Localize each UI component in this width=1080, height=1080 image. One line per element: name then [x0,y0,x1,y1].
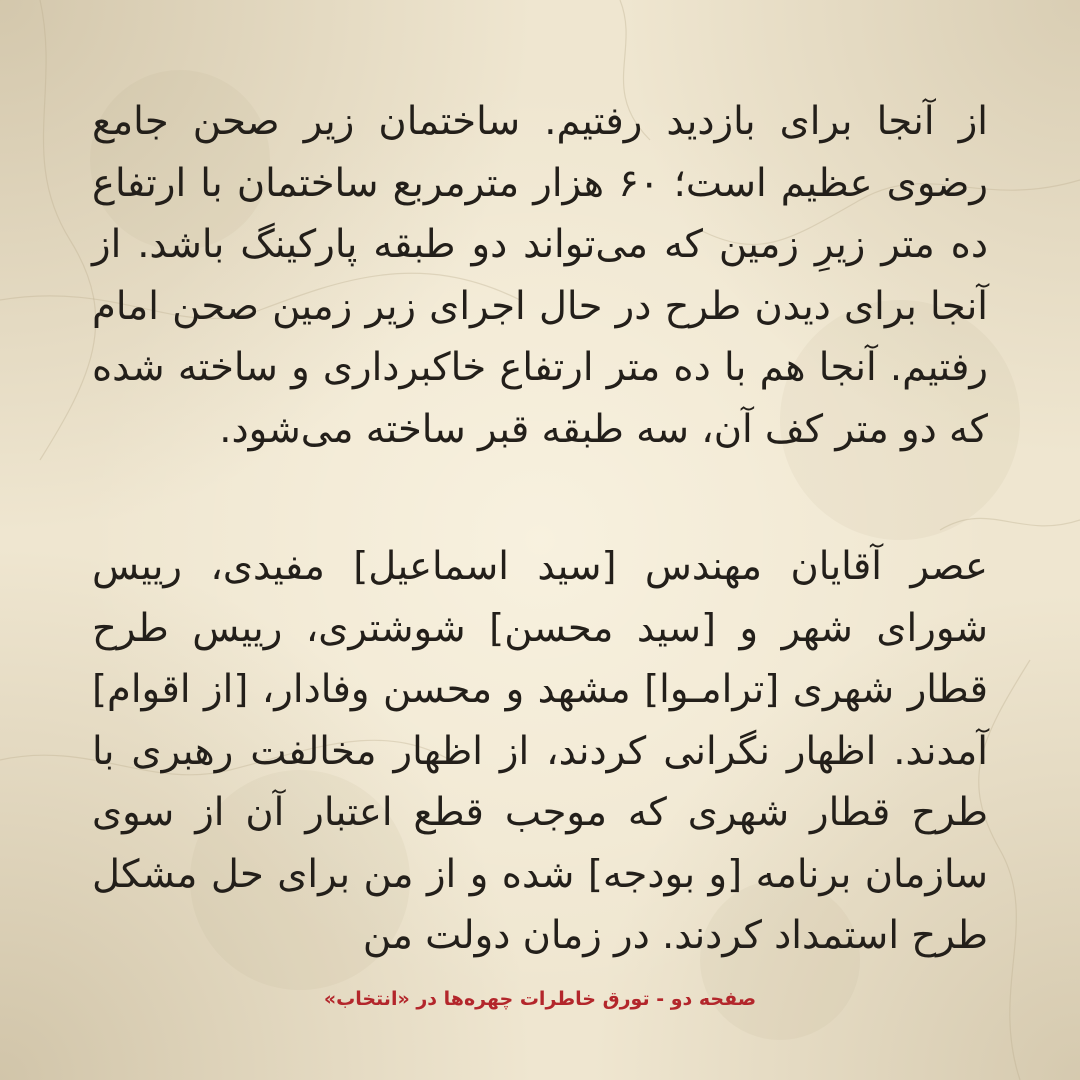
body-paragraph: عصر آقایان مهندس [سید اسماعیل] مفیدی، رییس شورای شهر و [سید محسن] شوشتری، رییس طرح قطار شهری [ترامـوا] مشهد و محسن وفادار، [از اقوام] آمدند. اظهار نگرانی کردند، از اظهار مخالفت رهبری با طرح قطار شهری که موجب قطع اعتبار آن از سوی سازمان برنامه [و بودجه] شده و از من برای حل مشکل طرح استمداد کردند. در زمان دولت من [92,544,988,958]
page-caption: صفحه دو - تورق خاطرات چهره‌ها در «انتخاب» [323,988,757,1010]
body-paragraph: از آنجا برای بازدید رفتیم. ساختمان زیر صحن جامع رضوی عظیم است؛ ۶۰ هزار مترمربع ساختمان با ارتفاع ده متر زیرِ زمین که می‌تواند دو طبقه پارکینگ باشد. از آنجا برای دیدن طرح در حال اجرای زیر زمین صحن امام رفتیم. آنجا هم با ده متر ارتفاع خاکبرداری و ساخته شده که دو متر کف آن، سه طبقه قبر ساخته می‌شود. [92,99,988,452]
